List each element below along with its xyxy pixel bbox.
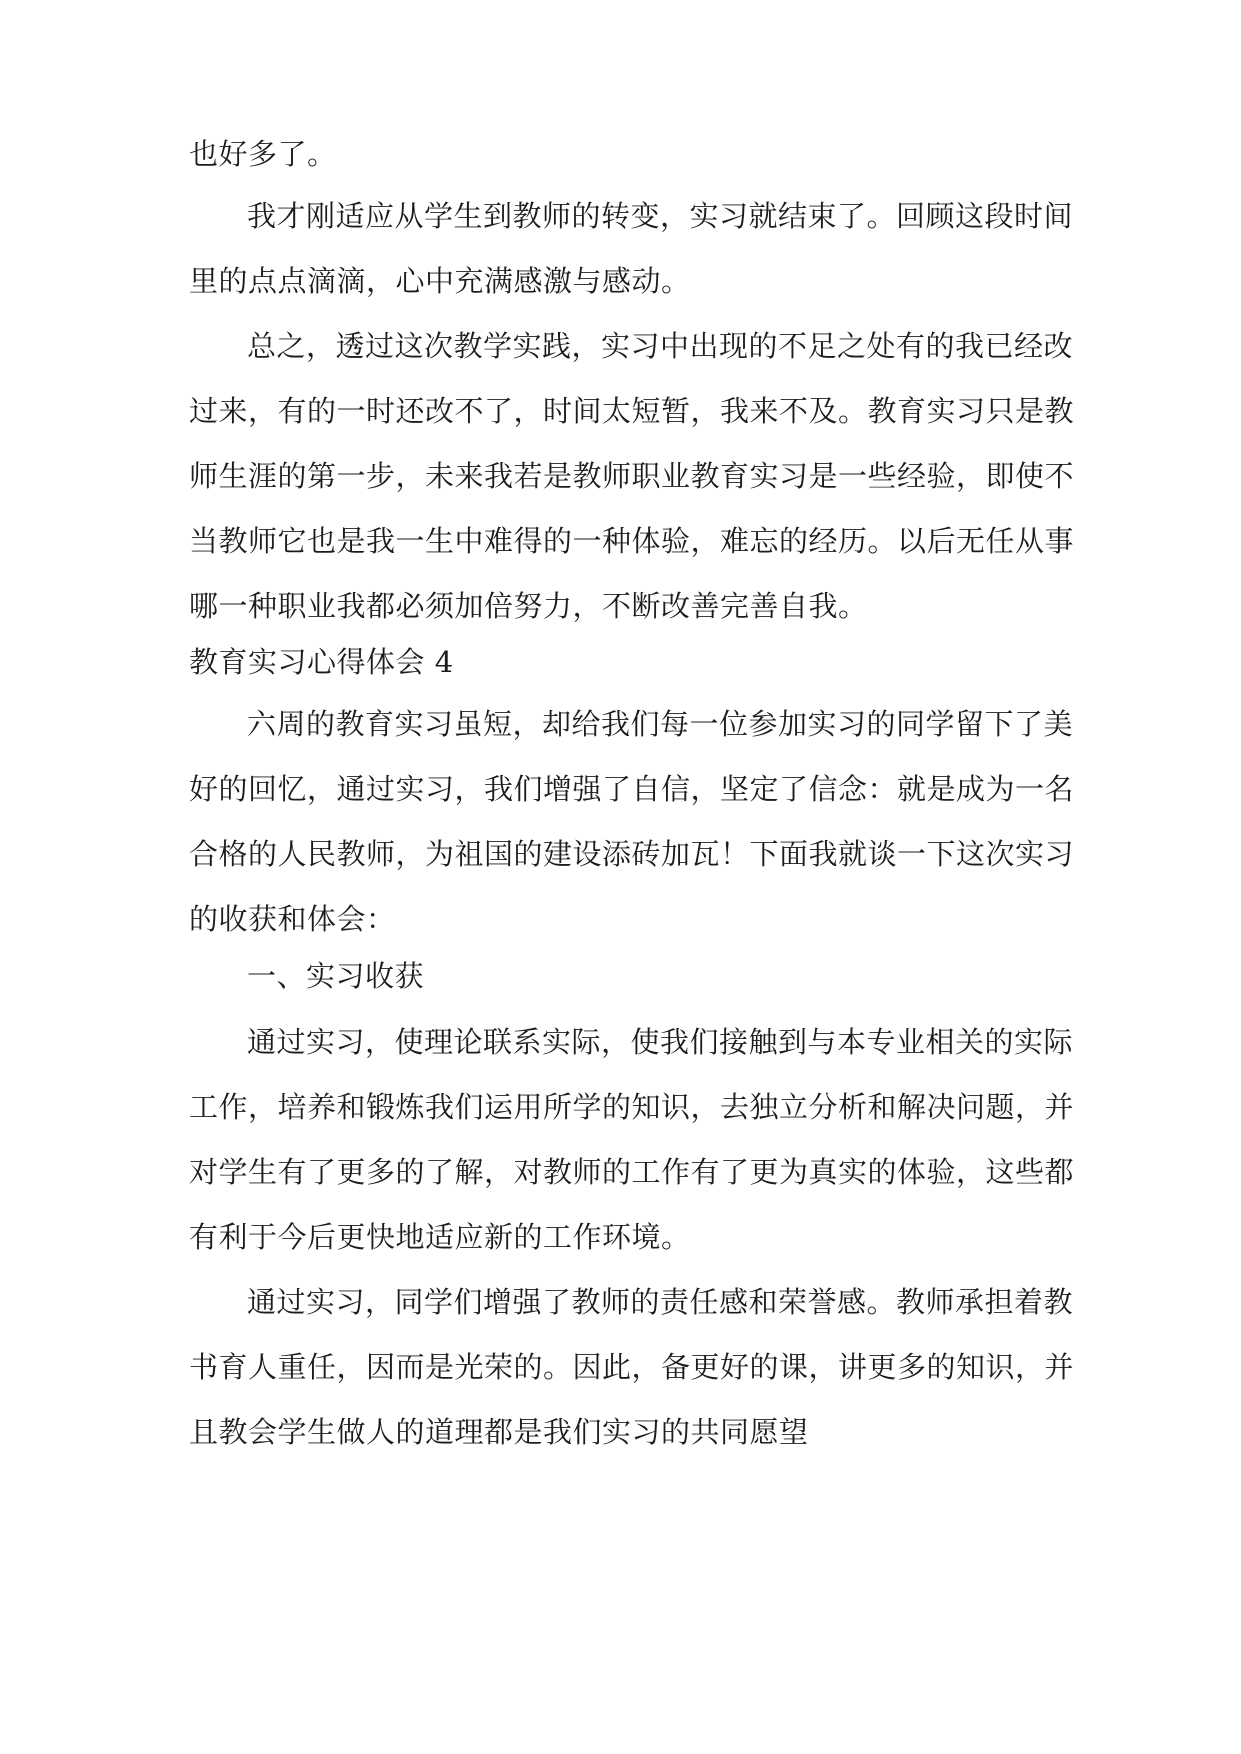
subheading: [189, 954, 1055, 1019]
text-line: 当教师它也是我一生中难得的一种体验，难忘的经历。以后无任从事: [189, 524, 1075, 558]
paragraph-responsibility: [189, 1280, 1075, 1475]
text-line: 合格的人民教师，为祖国的建设添砖加瓦！下面我就谈一下这次实习: [189, 837, 1075, 871]
text-line: 好的回忆，通过实习，我们增强了自信，坚定了信念：就是成为一名: [189, 772, 1075, 806]
paragraph-continuation: [189, 132, 1055, 197]
text-line: 也好多了。: [189, 137, 337, 171]
text-line: 有利于今后更快地适应新的工作环境。: [189, 1220, 691, 1254]
text-line: 通过实习，同学们增强了教师的责任感和荣誉感。教师承担着教: [247, 1285, 1074, 1319]
text-line: 过来，有的一时还改不了，时间太短暂，我来不及。教育实习只是教: [189, 394, 1075, 428]
text-line: 里的点点滴滴，心中充满感激与感动。: [189, 264, 691, 298]
paragraph-summary: [189, 324, 1075, 649]
paragraph-intro: [189, 702, 1075, 962]
text-line: 总之，透过这次教学实践，实习中出现的不足之处有的我已经改: [247, 329, 1074, 363]
paragraph-gains: [189, 1020, 1075, 1280]
text-line: 通过实习，使理论联系实际，使我们接触到与本专业相关的实际: [247, 1025, 1074, 1059]
text-line: 且教会学生做人的道理都是我们实习的共同愿望: [189, 1415, 809, 1449]
text-line: 师生涯的第一步，未来我若是教师职业教育实习是一些经验，即使不: [189, 459, 1075, 493]
text-line: 书育人重任，因而是光荣的。因此，备更好的课，讲更多的知识，并: [189, 1350, 1075, 1384]
section-heading: [189, 640, 1055, 705]
text-line: 工作，培养和锻炼我们运用所学的知识，去独立分析和解决问题，并: [189, 1090, 1075, 1124]
text-line: 六周的教育实习虽短，却给我们每一位参加实习的同学留下了美: [247, 707, 1074, 741]
text-line: 的收获和体会：: [189, 902, 396, 936]
text-line: 哪一种职业我都必须加倍努力，不断改善完善自我。: [189, 589, 868, 623]
text-line: 我才刚适应从学生到教师的转变，实习就结束了。回顾这段时间: [247, 199, 1074, 233]
heading-text: 教育实习心得体会 4: [189, 645, 454, 679]
subheading-text: 一、实习收获: [247, 959, 425, 993]
text-line: 对学生有了更多的了解，对教师的工作有了更为真实的体验，这些都: [189, 1155, 1075, 1189]
paragraph-transition: [189, 194, 1074, 324]
